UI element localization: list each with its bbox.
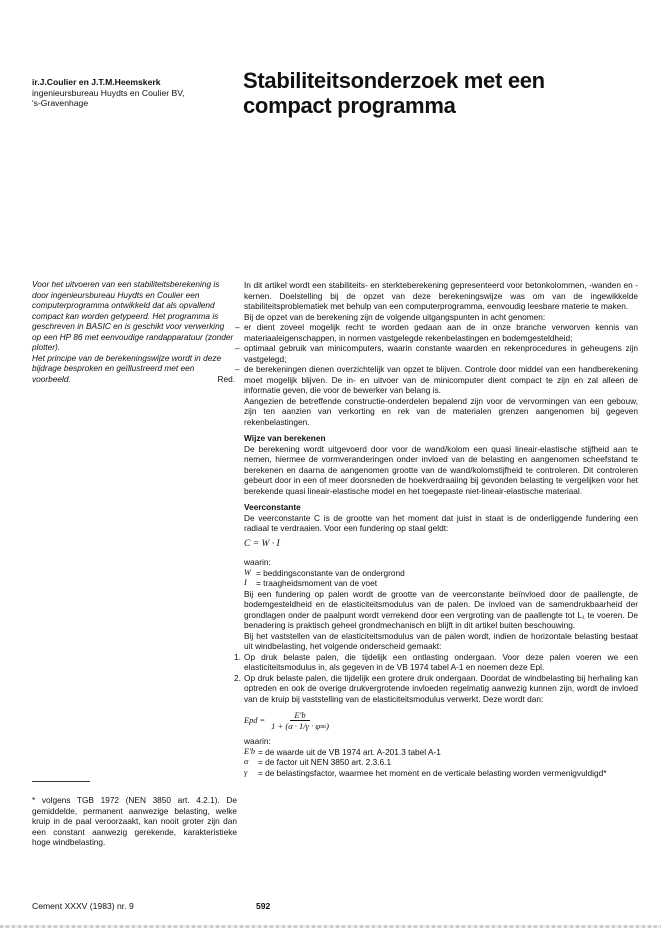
author-city: 's-Gravenhage	[32, 98, 89, 108]
numbered-item: 1. Op druk belaste palen, die tijdelijk een ontlasting ondergaan. Voor deze palen voeren we een elasticiteitsmodulus in, als gegeven in de VB 1974 tabel A-1 en noemen deze Epl.	[234, 651, 638, 672]
definition-row: γ = de belastingsfactor, waarmee het moment en de verticale belasting worden vermenigvuldigd*	[244, 767, 607, 778]
section-heading-veerconstante: Veerconstante	[244, 502, 301, 512]
body-paragraph-1: In dit artikel wordt een stabiliteits- en sterkteberekening gepresenteerd voor betonkolommen, -wanden en -kernen. Doelstelling bij de opzet van deze berekeningswijze was om van de ingewikkelde stabiliteitsproblematiek met behulp van een computerprogramma, eenvoudig leesbare materie te maken.	[244, 280, 638, 311]
main-body	[234, 280, 638, 778]
author-names: ir.J.Coulier en J.T.M.Heemskerk	[32, 77, 161, 87]
definitions-2	[244, 747, 638, 779]
waarin-label-2: waarin:	[244, 736, 271, 746]
definition-row: α = de factor uit NEN 3850 art. 2.3.6.1	[244, 757, 392, 767]
body-paragraph-3: Aangezien de betreffende constructie-onderdelen bepalend zijn voor de vervormingen van een gebouw, zijn ten aanzien van verkorting en rek van de materialen grenzen aangenomen bij gegeven rekenbelastingen.	[244, 395, 638, 427]
footnote-divider	[32, 781, 90, 782]
journal-reference: Cement XXXV (1983) nr. 9	[32, 901, 134, 911]
intro-paragraph-1: Voor het uitvoeren van een stabiliteitsberekening is door ingenieursbureau Huydts en Coulier een computerprogramma ontwikkeld dat als opvallend compact kan worden getypeerd. Het programma is geschreven in BASIC en is geschikt voor verwerking op een HP 86 met eenvoudige randapparatuur (zonder plotter).	[32, 279, 234, 352]
body-paragraph-4: De berekening wordt uitgevoerd door voor de wand/kolom een quasi lineair-elastische stijfheid aan te nemen, hiermee de vormveranderingen onder invloed van de belasting en aangenomen scheefstand te berekenen en daarna de aangenomen grootte van de wand/kolomstijfheid te controleren. Dit controleren gebeurt door in een of meer doorsneden de hoekverdraaiing bij gevonden belasting te vergelijken voor het berekende quasi lineair-elastische model en het toegepaste niet-lineair-elastische materiaal.	[244, 443, 638, 496]
intro-paragraph-2: Het principe van de berekeningswijze wordt in deze bijdrage besproken en geïllustreerd met een voorbeeld.	[32, 352, 222, 384]
bullet-item: – optimaal gebruik van minicomputers, waarin constante waarden en rekenprocedures in geheugens zijn vastgelegd;	[235, 343, 638, 364]
body-paragraph-6: Bij een fundering op palen wordt de grootte van de veerconstante beïnvloed door de paallengte, de bodemgesteldheid en de elasticiteitsmodulus van de palen. De invloed van de samendrukbaarheid der grondlagen onder de paalpunt wordt verrekend door een vergroting van de paallengte tot L₁ te voeren. De benadering is praktisch geheel grondmechanisch en blijft in dit artikel buiten beschouwing.	[244, 588, 638, 630]
page-number: 592	[256, 901, 271, 911]
definition-row: I = traagheidsmoment van de voet	[244, 578, 378, 588]
formula-epd	[244, 710, 638, 732]
numbered-item: 2. Op druk belaste palen, die tijdelijk een grotere druk ondergaan. Doordat de windbelasting bij herhaling kan optreden en ook de overige drukvergrotende invloeden regelmatig aanwezig kunnen zijn, wordt de invloed van de kruip bij vaststelling van de elasticiteitsmodulus verwerkt. Deze wordt dan:	[234, 672, 638, 704]
bullet-item: – er dient zoveel mogelijk recht te worden gedaan aan de in onze branche verworven kennis van materiaaleigenschappen, in normen vastgelegde rekenbelastingen en bodemgesteldheid;	[235, 322, 638, 343]
body-paragraph-5: De veerconstante C is de grootte van het moment dat juist in staat is de onderliggende fundering een radiaal te verdraaien. Voor een fundering op staal geldt:	[244, 512, 638, 533]
definitions-1	[244, 568, 638, 589]
formula-epd-denominator: 1 + (α · 1/γ · φ∞)	[271, 721, 329, 731]
definition-row: E'b = de waarde uit de VB 1974 art. A-201.3 tabel A-1	[244, 746, 441, 757]
waarin-label-1: waarin:	[244, 557, 271, 567]
formula-epd-numerator: E'b	[290, 710, 309, 721]
bullet-item: – de berekeningen dienen overzichtelijk van opzet te blijven. Controle door middel van een handberekening moet mogelijk blijven. De in- en uitvoer van de minicomputer dient compact te zijn en zal alleen de informatie geven, die voor de bewerker van belang is.	[235, 364, 638, 395]
footnote: * volgens TGB 1972 (NEN 3850 art. 4.2.1). De gemiddelde, permanent aanwezige belasting, welke kruip in de paal veroorzaakt, kan nooit groter zijn dan een constant aanwezig gerekende, karakteristieke hoge windbelasting.	[32, 795, 237, 847]
scan-edge-line	[0, 925, 661, 928]
formula-epd-fraction	[267, 710, 333, 732]
article-title: Stabiliteitsonderzoek met een compact programma	[243, 68, 545, 118]
intro-abstract	[32, 279, 235, 384]
author-affiliation: ingenieursbureau Huydts en Coulier BV,	[32, 87, 185, 98]
formula-epd-lhs: Epd =	[244, 715, 266, 725]
editor-signature: Red.	[217, 373, 235, 384]
body-paragraph-2: Bij de opzet van de berekening zijn de volgende uitgangspunten in acht genomen:	[244, 311, 546, 322]
author-block	[32, 77, 242, 109]
section-heading-wijze: Wijze van berekenen	[244, 433, 326, 443]
definition-row: W = beddingsconstante van de ondergrond	[244, 567, 405, 578]
body-paragraph-7: Bij het vaststellen van de elasticiteitsmodulus van de palen wordt, indien de horizontale belasting bestaat uit windbelasting, het volgende onderscheid gemaakt:	[244, 630, 638, 651]
formula-c: C = W · I	[244, 538, 280, 549]
